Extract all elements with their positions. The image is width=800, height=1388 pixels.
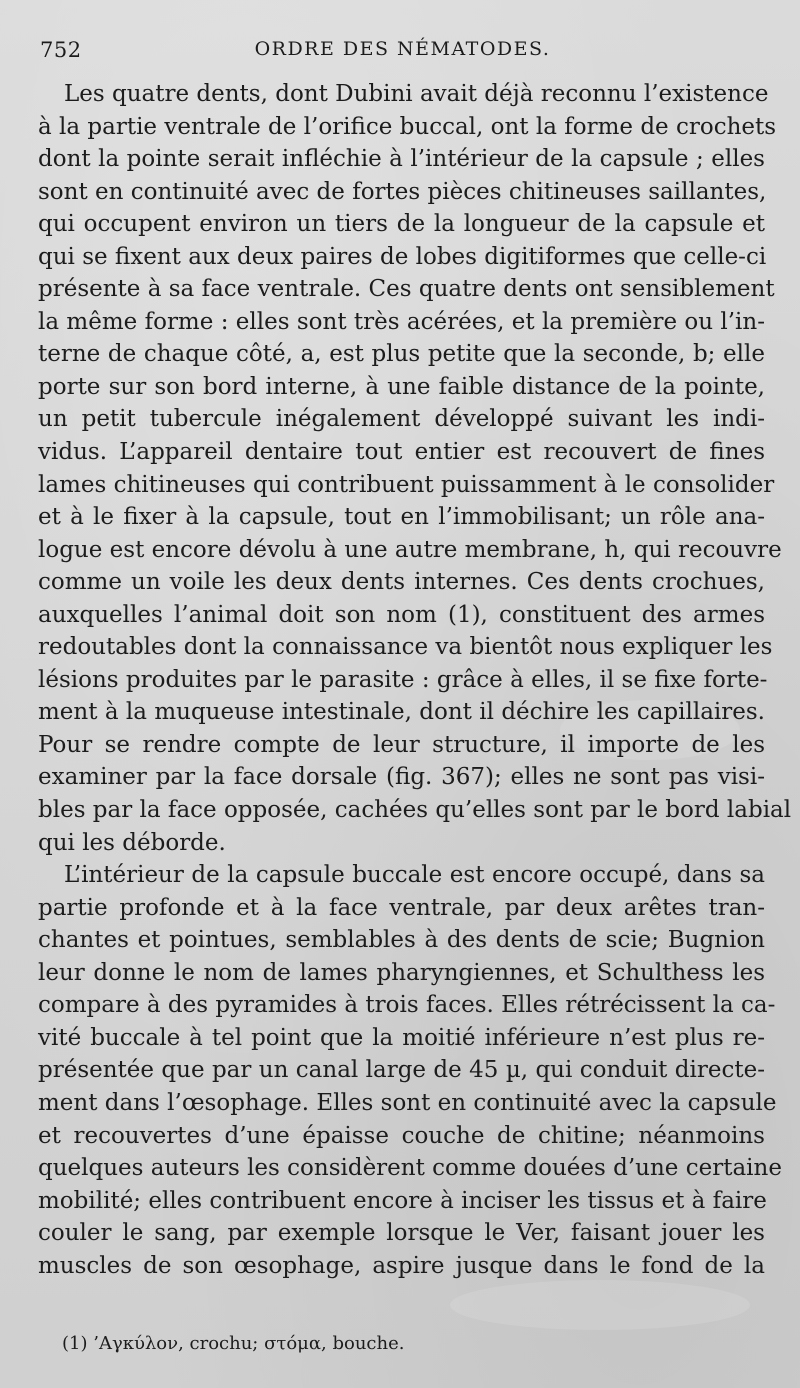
running-head: ORDRE DES NÉMATODES. (254, 38, 551, 60)
text-line: un petit tubercule inégalement développé suivant les indi- (38, 406, 765, 433)
text-line: muscles de son œsophage, aspire jusque dans le fond de la (38, 1252, 765, 1279)
text-line: L’intérieur de la capsule buccale est encore occupé, dans sa (64, 862, 765, 889)
paper-stain (450, 1280, 750, 1330)
text-line: Les quatre dents, dont Dubini avait déjà reconnu l’existence (64, 81, 769, 107)
text-line: logue est encore dévolu à une autre membrane, h, qui recouvre (38, 536, 782, 563)
text-line: mobilité; elles contribuent encore à inciser les tissus et à faire (38, 1187, 767, 1214)
text-line: chantes et pointues, semblables à des dents de scie; Bugnion (38, 927, 765, 954)
text-line: à la partie ventrale de l’orifice buccal, ont la forme de crochets (38, 113, 777, 140)
text-line: bles par la face opposée, cachées qu’elles sont par le bord labial (38, 797, 792, 824)
text-line: porte sur son bord interne, à une faible distance de la pointe, (38, 373, 765, 400)
text-line: présentée que par un canal large de 45 µ, qui conduit directe- (38, 1057, 765, 1084)
text-line: qui se fixent aux deux paires de lobes digitiformes que celle-ci (38, 243, 767, 270)
text-line: ment dans l’œsophage. Elles sont en continuité avec la capsule (38, 1089, 777, 1116)
text-line: et à le fixer à la capsule, tout en l’immobilisant; un rôle ana- (38, 504, 765, 531)
page-header (40, 38, 765, 68)
text-line: terne de chaque côté, a, est plus petite que la seconde, b; elle (38, 341, 765, 368)
text-line: la même forme : elles sont très acérées, et la première ou l’in- (38, 308, 765, 335)
text-line: Pour se rendre compte de leur structure, il importe de les (38, 731, 765, 758)
text-line: qui occupent environ un tiers de la longueur de la capsule et (38, 211, 765, 238)
text-line: examiner par la face dorsale (fig. 367); elles ne sont pas visi- (38, 764, 765, 791)
text-line: sont en continuité avec de fortes pièces chitineuses saillantes, (38, 178, 767, 205)
text-line: et recouvertes d’une épaisse couche de chitine; néanmoins (38, 1122, 765, 1149)
text-line: dont la pointe serait infléchie à l’intérieur de la capsule ; elles (38, 146, 765, 173)
body-text (38, 78, 792, 1282)
text-line: ment à la muqueuse intestinale, dont il déchire les capillaires. (38, 699, 765, 726)
text-line: lésions produites par le parasite : grâce à elles, il se fixe forte- (38, 666, 768, 693)
text-line: qui les déborde. (38, 829, 226, 856)
text-line: couler le sang, par exemple lorsque le Ver, faisant jouer les (38, 1220, 765, 1247)
text-line: quelques auteurs les considèrent comme douées d’une certaine (38, 1155, 782, 1182)
text-line: partie profonde et à la face ventrale, par deux arêtes tran- (38, 894, 765, 921)
text-line: leur donne le nom de lames pharyngiennes, et Schulthess les (38, 959, 765, 986)
text-line: lames chitineuses qui contribuent puissamment à le consolider (38, 471, 775, 498)
text-line: comme un voile les deux dents internes. Ces dents crochues, (38, 569, 765, 596)
text-line: présente à sa face ventrale. Ces quatre dents ont sensiblement (38, 276, 775, 303)
text-line: compare à des pyramides à trois faces. Elles rétrécissent la ca- (38, 992, 776, 1019)
text-line: vidus. L’appareil dentaire tout entier est recouvert de fines (38, 439, 765, 466)
text-line: auxquelles l’animal doit son nom (1), constituent des armes (38, 601, 765, 628)
footnote: (1) ’Αγκύλον, crochu; στόμα, bouche. (62, 1333, 405, 1354)
text-line: vité buccale à tel point que la moitié inférieure n’est plus re- (38, 1024, 765, 1051)
text-line: redoutables dont la connaissance va bientôt nous expliquer les (38, 634, 773, 661)
page-number: 752 (40, 38, 82, 62)
